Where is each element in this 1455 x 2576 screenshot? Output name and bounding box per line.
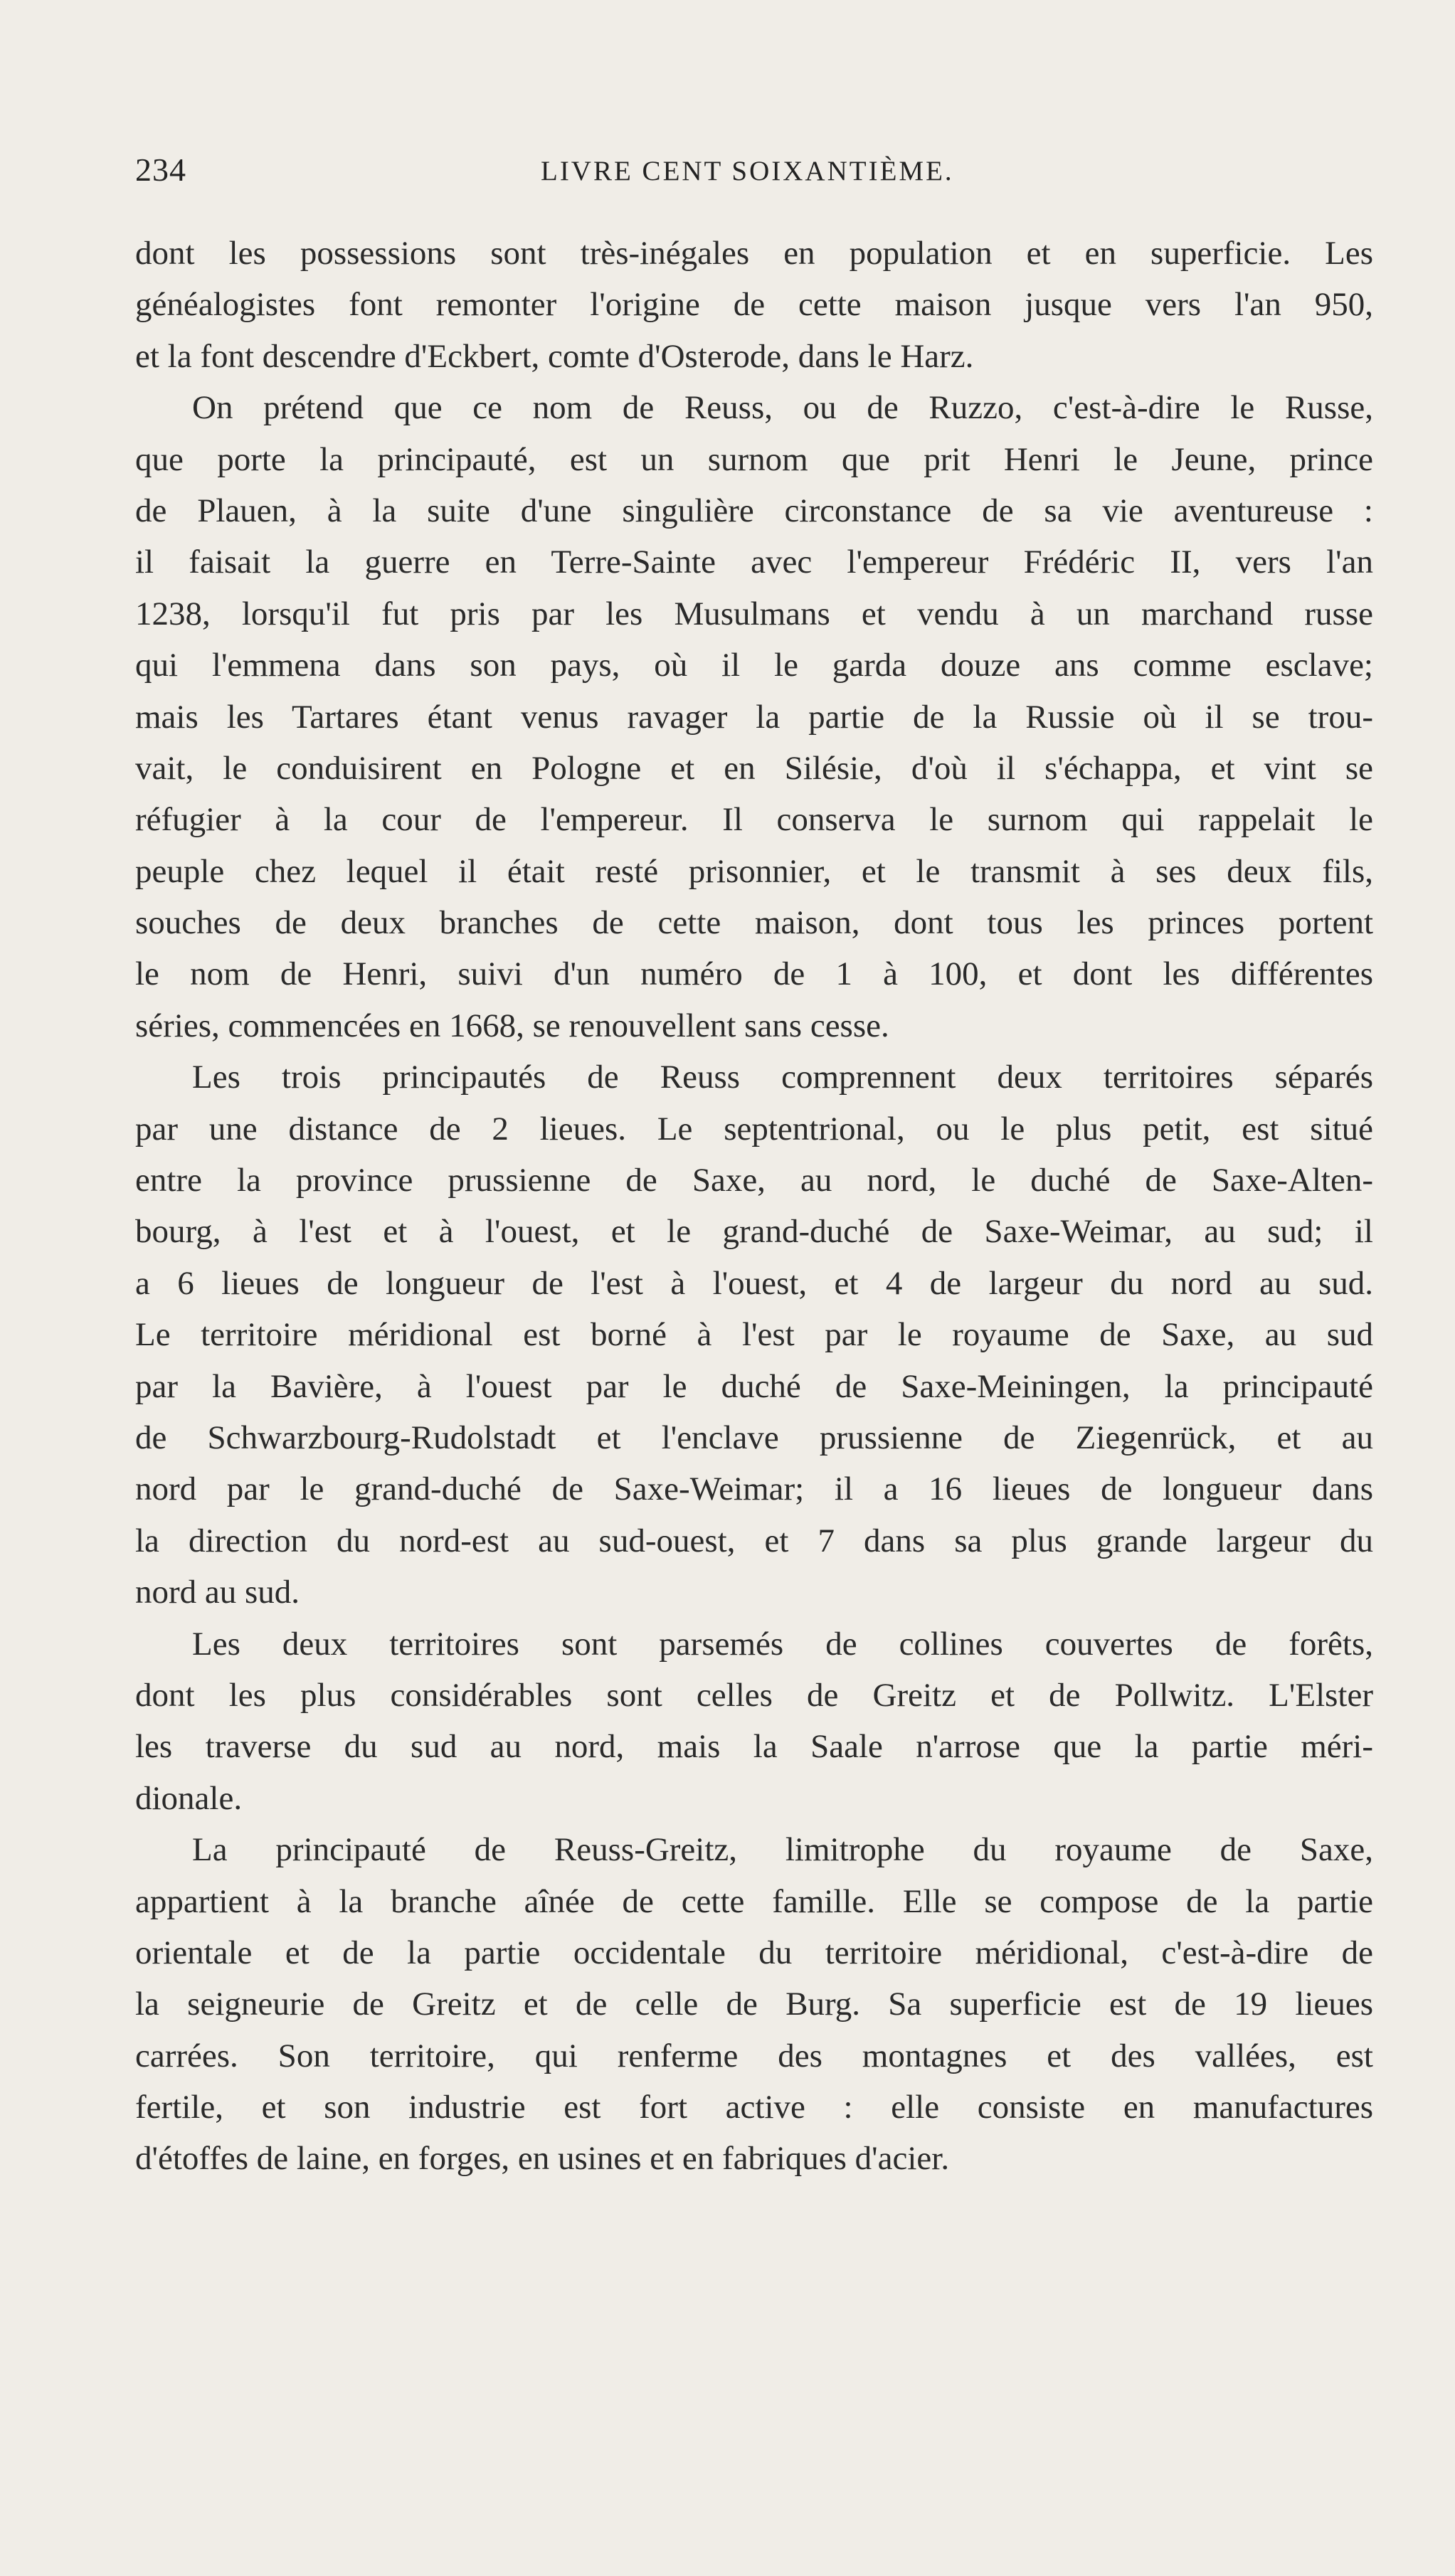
page-header	[135, 151, 1402, 194]
text-line: nord au sud.	[135, 1574, 300, 1611]
text-line: orientale et de la partie occidentale du territoire méridional, c'est-à-dire de	[135, 1934, 1373, 1971]
text-line: 1238, lorsqu'il fut pris par les Musulmans et vendu à un marchand russe	[135, 595, 1373, 632]
page-number: 234	[135, 152, 186, 188]
text-line: de Schwarzbourg-Rudolstadt et l'enclave prussienne de Ziegenrück, et au	[135, 1419, 1373, 1456]
text-line: dont les possessions sont très-inégales en population et en superficie. Les	[135, 235, 1373, 272]
text-line: généalogistes font remonter l'origine de cette maison jusque vers l'an 950,	[135, 286, 1373, 324]
text-line: dont les plus considérables sont celles de Greitz et de Pollwitz. L'Elster	[135, 1676, 1373, 1714]
text-line: a 6 lieues de longueur de l'est à l'ouest, et 4 de largeur du nord au sud.	[135, 1264, 1373, 1302]
text-line: réfugier à la cour de l'empereur. Il conserva le surnom qui rappelait le	[135, 801, 1373, 839]
text-line: vait, le conduisirent en Pologne et en Silésie, d'où il s'échappa, et vint se	[135, 749, 1373, 787]
text-line: la direction du nord-est au sud-ouest, et 7 dans sa plus grande largeur du	[135, 1522, 1373, 1559]
text-line: séries, commencées en 1668, se renouvellent sans cesse.	[135, 1007, 889, 1044]
text-line: le nom de Henri, suivi d'un numéro de 1 à 100, et dont les différentes	[135, 955, 1373, 993]
text-line: et la font descendre d'Eckbert, comte d'Osterode, dans le Harz.	[135, 337, 974, 375]
text-line: souches de deux branches de cette maison, dont tous les princes portent	[135, 904, 1373, 942]
text-line: la seigneurie de Greitz et de celle de Burg. Sa superficie est de 19 lieues	[135, 1986, 1373, 2023]
text-line: On prétend que ce nom de Reuss, ou de Ruzzo, c'est-à-dire le Russe,	[192, 389, 1373, 427]
text-line: Les deux territoires sont parsemés de collines couvertes de forêts,	[192, 1625, 1373, 1663]
text-line: que porte la principauté, est un surnom que prit Henri le Jeune, prince	[135, 440, 1373, 478]
body-text	[135, 228, 1373, 2185]
text-line: par la Bavière, à l'ouest par le duché de Saxe-Meiningen, la principauté	[135, 1367, 1373, 1405]
text-line: entre la province prussienne de Saxe, au nord, le duché de Saxe-Alten-	[135, 1162, 1373, 1199]
text-line: carrées. Son territoire, qui renferme des montagnes et des vallées, est	[135, 2037, 1373, 2074]
text-line: La principauté de Reuss-Greitz, limitrophe du royaume de Saxe,	[192, 1831, 1373, 1869]
running-title: LIVRE CENT SOIXANTIÈME.	[541, 156, 954, 186]
text-line: Les trois principautés de Reuss comprennent deux territoires séparés	[192, 1059, 1373, 1096]
text-line: par une distance de 2 lieues. Le septentrional, ou le plus petit, est situé	[135, 1110, 1373, 1147]
text-line: d'étoffes de laine, en forges, en usines et en fabriques d'acier.	[135, 2140, 950, 2178]
text-line: dionale.	[135, 1779, 243, 1817]
text-line: appartient à la branche aînée de cette famille. Elle se compose de la partie	[135, 1882, 1373, 1920]
text-line: qui l'emmena dans son pays, où il le garda douze ans comme esclave;	[135, 647, 1373, 684]
text-line: de Plauen, à la suite d'une singulière circonstance de sa vie aventureuse :	[135, 492, 1373, 529]
text-line: il faisait la guerre en Terre-Sainte avec l'empereur Frédéric II, vers l'an	[135, 544, 1373, 581]
text-line: Le territoire méridional est borné à l'est par le royaume de Saxe, au sud	[135, 1316, 1373, 1354]
text-line: peuple chez lequel il était resté prisonnier, et le transmit à ses deux fils,	[135, 852, 1373, 890]
text-line: mais les Tartares étant venus ravager la partie de la Russie où il se trou-	[135, 698, 1373, 736]
text-line: les traverse du sud au nord, mais la Saale n'arrose que la partie méri-	[135, 1728, 1373, 1766]
text-line: bourg, à l'est et à l'ouest, et le grand-duché de Saxe-Weimar, au sud; il	[135, 1213, 1373, 1251]
text-line: nord par le grand-duché de Saxe-Weimar; il a 16 lieues de longueur dans	[135, 1470, 1373, 1508]
text-line: fertile, et son industrie est fort active : elle consiste en manufactures	[135, 2089, 1373, 2126]
